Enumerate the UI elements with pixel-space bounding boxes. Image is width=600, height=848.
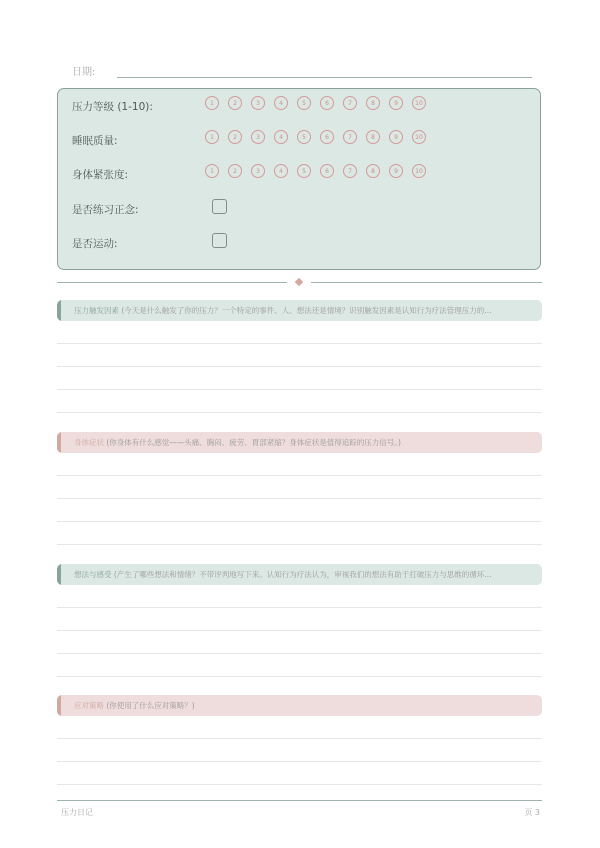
rating-dot[interactable]: 4 bbox=[274, 130, 288, 144]
stress-level-label: 压力等级 (1-10): bbox=[72, 101, 153, 113]
writing-line[interactable] bbox=[57, 499, 542, 522]
body-tension-label: 身体紧张度: bbox=[72, 169, 129, 181]
rating-dot[interactable]: 8 bbox=[366, 96, 380, 110]
writing-line[interactable] bbox=[57, 453, 542, 476]
rating-dot[interactable]: 7 bbox=[343, 96, 357, 110]
writing-line[interactable] bbox=[57, 608, 542, 631]
rating-dot[interactable]: 10 bbox=[412, 130, 426, 144]
section-prompt bbox=[74, 569, 532, 580]
rating-dot[interactable]: 8 bbox=[366, 164, 380, 178]
section-header bbox=[57, 300, 542, 321]
section-accent-bar bbox=[57, 564, 61, 585]
sleep-quality-row bbox=[72, 130, 532, 150]
divider-left bbox=[57, 282, 287, 283]
rating-dot[interactable]: 2 bbox=[228, 130, 242, 144]
sleep-quality-scale bbox=[205, 130, 435, 144]
writing-line[interactable] bbox=[57, 585, 542, 608]
section-header bbox=[57, 695, 542, 716]
writing-line[interactable] bbox=[57, 476, 542, 499]
section-accent-bar bbox=[57, 300, 61, 321]
rating-dot[interactable]: 7 bbox=[343, 164, 357, 178]
section-title: 压力触发因素 bbox=[74, 306, 119, 315]
date-row bbox=[72, 63, 532, 81]
writing-line[interactable] bbox=[57, 367, 542, 390]
section-title: 想法与感受 bbox=[74, 570, 112, 579]
mindfulness-row bbox=[72, 199, 532, 219]
section-thoughts-feelings bbox=[57, 564, 542, 677]
section-accent-bar bbox=[57, 432, 61, 453]
rating-dot[interactable]: 9 bbox=[389, 96, 403, 110]
writing-line[interactable] bbox=[57, 716, 542, 739]
sleep-quality-label: 睡眠质量: bbox=[72, 135, 118, 147]
section-description: (产生了哪些想法和情绪？不带评判地写下来。认知行为疗法认为，审视我们的想法有助于打破压力与思维的循环... bbox=[111, 570, 492, 579]
section-header bbox=[57, 564, 542, 585]
section-accent-bar bbox=[57, 695, 61, 716]
section-coping-strategies bbox=[57, 695, 542, 785]
rating-dot[interactable]: 6 bbox=[320, 164, 334, 178]
rating-dot[interactable]: 9 bbox=[389, 130, 403, 144]
rating-dot[interactable]: 1 bbox=[205, 130, 219, 144]
writing-line[interactable] bbox=[57, 321, 542, 344]
stress-level-row bbox=[72, 96, 532, 116]
rating-dot[interactable]: 1 bbox=[205, 164, 219, 178]
body-tension-row bbox=[72, 164, 532, 184]
section-prompt bbox=[74, 437, 532, 448]
rating-dot[interactable]: 2 bbox=[228, 96, 242, 110]
section-description: (你身体有什么感觉——头痛、胸闷、疲劳、胃部紧缩？身体症状是值得追踪的压力信号。) bbox=[104, 438, 401, 447]
date-field[interactable] bbox=[117, 77, 532, 78]
rating-dot[interactable]: 9 bbox=[389, 164, 403, 178]
rating-dot[interactable]: 6 bbox=[320, 96, 334, 110]
exercise-label: 是否运动: bbox=[72, 238, 118, 250]
section-stress-triggers bbox=[57, 300, 542, 413]
body-tension-scale bbox=[205, 164, 435, 178]
writing-line[interactable] bbox=[57, 739, 542, 762]
exercise-checkbox[interactable] bbox=[212, 233, 227, 248]
divider-right bbox=[311, 282, 542, 283]
rating-dot[interactable]: 2 bbox=[228, 164, 242, 178]
rating-dot[interactable]: 3 bbox=[251, 130, 265, 144]
writing-line[interactable] bbox=[57, 522, 542, 545]
section-description: (今天是什么触发了你的压力？一个特定的事件、人、想法还是情境？识别触发因素是认知行为疗法管理压力的... bbox=[119, 306, 492, 315]
rating-dot[interactable]: 4 bbox=[274, 164, 288, 178]
divider-diamond-icon bbox=[295, 278, 303, 286]
section-prompt bbox=[74, 700, 532, 711]
rating-dot[interactable]: 5 bbox=[297, 130, 311, 144]
writing-line[interactable] bbox=[57, 631, 542, 654]
section-description: (你使用了什么应对策略？) bbox=[104, 701, 195, 710]
rating-dot[interactable]: 7 bbox=[343, 130, 357, 144]
rating-dot[interactable]: 3 bbox=[251, 164, 265, 178]
section-prompt bbox=[74, 305, 532, 316]
section-physical-symptoms bbox=[57, 432, 542, 545]
rating-dot[interactable]: 5 bbox=[297, 164, 311, 178]
rating-dot[interactable]: 3 bbox=[251, 96, 265, 110]
daily-tracker-panel bbox=[57, 88, 541, 270]
mindfulness-label: 是否练习正念: bbox=[72, 204, 139, 216]
footer-rule bbox=[57, 800, 542, 801]
writing-line[interactable] bbox=[57, 762, 542, 785]
section-header bbox=[57, 432, 542, 453]
rating-dot[interactable]: 10 bbox=[412, 164, 426, 178]
footer-title: 压力日记 bbox=[61, 808, 93, 817]
rating-dot[interactable]: 10 bbox=[412, 96, 426, 110]
writing-line[interactable] bbox=[57, 344, 542, 367]
section-title: 身体症状 bbox=[74, 438, 104, 447]
rating-dot[interactable]: 8 bbox=[366, 130, 380, 144]
section-title: 应对策略 bbox=[74, 701, 104, 710]
exercise-row bbox=[72, 233, 532, 253]
rating-dot[interactable]: 5 bbox=[297, 96, 311, 110]
writing-line[interactable] bbox=[57, 390, 542, 413]
rating-dot[interactable]: 1 bbox=[205, 96, 219, 110]
stress-level-scale bbox=[205, 96, 435, 110]
date-label: 日期: bbox=[72, 67, 96, 78]
rating-dot[interactable]: 6 bbox=[320, 130, 334, 144]
rating-dot[interactable]: 4 bbox=[274, 96, 288, 110]
mindfulness-checkbox[interactable] bbox=[212, 199, 227, 214]
page-number: 页 3 bbox=[524, 808, 540, 817]
writing-line[interactable] bbox=[57, 654, 542, 677]
